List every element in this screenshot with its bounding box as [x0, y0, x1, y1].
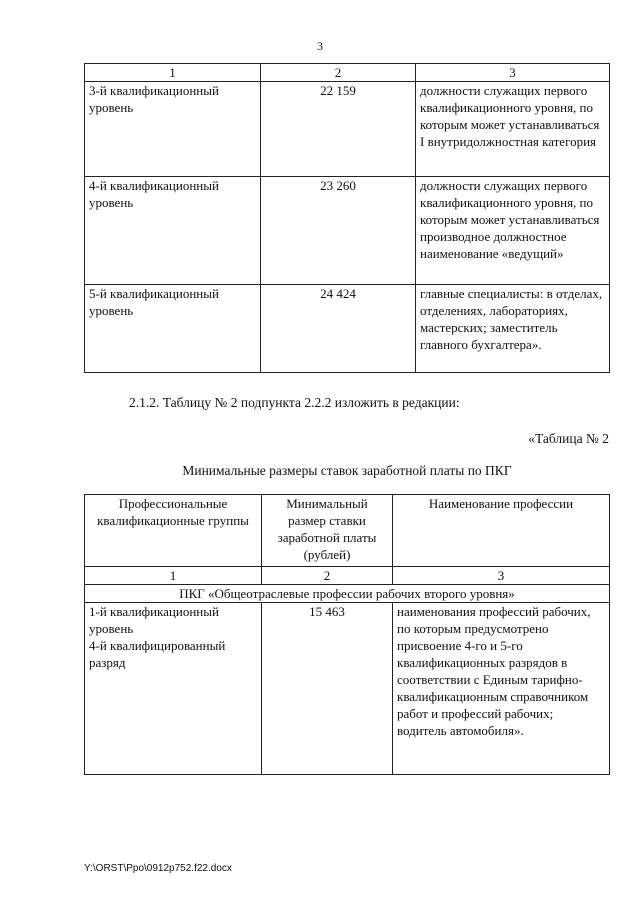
- header-groups: Профессиональные квалификационные группы: [85, 495, 262, 567]
- header-min-rate: Минимальный размер ставки заработной платы (рублей): [262, 495, 393, 567]
- level-cell: 3-й квалификационный уровень: [85, 82, 261, 177]
- amount-cell: 24 424: [261, 285, 416, 373]
- amendment-paragraph: 2.1.2. Таблицу № 2 подпункта 2.2.2 изложить в редакции:: [129, 395, 460, 410]
- grade-text: 4-й квалифицированный разряд: [89, 638, 226, 670]
- col-number: 2: [262, 567, 393, 585]
- amount-cell: 23 260: [261, 177, 416, 285]
- amount-cell: 22 159: [261, 82, 416, 177]
- file-path-footer: Y:\ORST\Ppo\0912p752.f22.docx: [84, 863, 232, 874]
- table-title: Минимальные размеры ставок заработной платы по ПКГ: [182, 463, 512, 478]
- col-number: 3: [416, 64, 610, 82]
- level-cell: 5-й квалификационный уровень: [85, 285, 261, 373]
- positions-cell: должности служащих первого квалификационного уровня, по которым может устанавливаться производное должностное наименование «ведущий»: [416, 177, 610, 285]
- table-header-row: [85, 64, 610, 82]
- page-number: 3: [317, 39, 323, 53]
- table-row: [85, 82, 610, 177]
- col-number: 2: [261, 64, 416, 82]
- group-title: ПКГ «Общеотраслевые профессии рабочих второго уровня»: [85, 585, 610, 603]
- table-header-row: [85, 495, 610, 567]
- table-row: [85, 603, 610, 775]
- col-number: 1: [85, 567, 262, 585]
- positions-cell: должности служащих первого квалификационного уровня, по которым может устанавливаться I внутридолжностная категория: [416, 82, 610, 177]
- level-text: 1-й квалификационный уровень: [89, 604, 219, 636]
- table-number-row: [85, 567, 610, 585]
- profession-cell: наименования профессий рабочих, по которым предусмотрено присвоение 4-го и 5-го квалификационных разрядов в соответствии с Единым тарифно-квалификационным справочником работ и профессий рабочих; водитель автомобиля».: [393, 603, 610, 775]
- level-cell: 4-й квалификационный уровень: [85, 177, 261, 285]
- col-number: 1: [85, 64, 261, 82]
- table-row: [85, 177, 610, 285]
- header-profession: Наименование профессии: [393, 495, 610, 567]
- table-row: [85, 285, 610, 373]
- amount-cell: 15 463: [262, 603, 393, 775]
- positions-cell: главные специалисты: в отделах, отделениях, лабораториях, мастерских; заместитель главного бухгалтера».: [416, 285, 610, 373]
- col-number: 3: [393, 567, 610, 585]
- group-title-row: [85, 585, 610, 603]
- table-qualification-levels: [84, 63, 610, 373]
- level-cell: [85, 603, 262, 775]
- table-wage-rates: [84, 494, 610, 775]
- table-caption: «Таблица № 2: [528, 431, 609, 446]
